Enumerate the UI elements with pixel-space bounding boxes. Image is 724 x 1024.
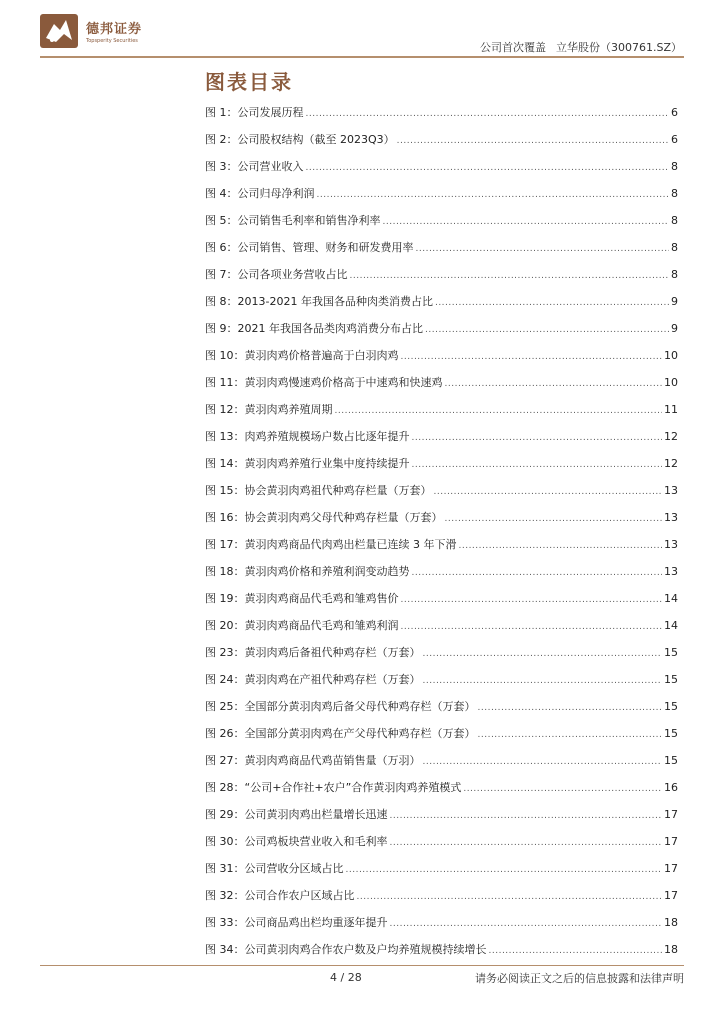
toc-dot-leader	[390, 838, 663, 848]
brand-logo-icon	[40, 14, 78, 48]
toc-list	[205, 104, 678, 968]
toc-dot-leader	[423, 649, 663, 659]
toc-dot-leader	[401, 595, 663, 605]
toc-dot-leader	[435, 298, 669, 308]
toc-entry-page: 17	[664, 889, 678, 902]
toc-entry[interactable]	[205, 401, 678, 428]
toc-entry-label: 图 4：公司归母净利润	[205, 187, 315, 200]
toc-entry[interactable]	[205, 509, 678, 536]
toc-entry-page: 13	[664, 511, 678, 524]
toc-entry-page: 13	[664, 538, 678, 551]
toc-entry-label: 图 34：公司黄羽肉鸡合作农户数及户均养殖规模持续增长	[205, 943, 487, 956]
toc-entry-label: 图 12：黄羽肉鸡养殖周期	[205, 403, 333, 416]
toc-entry[interactable]	[205, 347, 678, 374]
toc-entry-page: 9	[671, 322, 678, 335]
toc-entry[interactable]	[205, 185, 678, 212]
toc-entry-label: 图 14：黄羽肉鸡养殖行业集中度持续提升	[205, 457, 410, 470]
toc-entry-label: 图 26：全国部分黄羽肉鸡在产父母代种鸡存栏（万套）	[205, 727, 476, 740]
brand-name: 德邦证券	[86, 22, 143, 37]
toc-entry-page: 9	[671, 295, 678, 308]
toc-entry-page: 13	[664, 484, 678, 497]
toc-entry-label: 图 9：2021 年我国各品类肉鸡消费分布占比	[205, 322, 423, 335]
toc-entry-label: 图 10：黄羽肉鸡价格普遍高于白羽肉鸡	[205, 349, 399, 362]
toc-entry-page: 15	[664, 673, 678, 686]
toc-entry-label: 图 27：黄羽肉鸡商品代鸡苗销售量（万羽）	[205, 754, 421, 767]
toc-dot-leader	[478, 703, 663, 713]
toc-entry-page: 16	[664, 781, 678, 794]
toc-dot-leader	[390, 919, 663, 929]
toc-dot-leader	[397, 136, 669, 146]
toc-entry-page: 17	[664, 835, 678, 848]
toc-dot-leader	[357, 892, 663, 902]
toc-dot-leader	[306, 163, 670, 173]
toc-dot-leader	[423, 676, 663, 686]
toc-dot-leader	[445, 514, 663, 524]
toc-entry-page: 10	[664, 376, 678, 389]
toc-entry-page: 15	[664, 754, 678, 767]
toc-dot-leader	[423, 757, 663, 767]
toc-entry[interactable]	[205, 914, 678, 941]
toc-dot-leader	[489, 946, 663, 956]
toc-entry[interactable]	[205, 617, 678, 644]
toc-entry-label: 图 28：“公司+合作社+农户”合作黄羽肉鸡养殖模式	[205, 781, 462, 794]
toc-entry[interactable]	[205, 455, 678, 482]
toc-entry-label: 图 18：黄羽肉鸡价格和养殖利润变动趋势	[205, 565, 410, 578]
toc-entry[interactable]	[205, 131, 678, 158]
toc-dot-leader	[350, 271, 670, 281]
toc-dot-leader	[425, 325, 669, 335]
toc-entry[interactable]	[205, 833, 678, 860]
toc-entry-page: 12	[664, 430, 678, 443]
brand-logo	[40, 14, 142, 48]
toc-entry[interactable]	[205, 536, 678, 563]
toc-entry[interactable]	[205, 887, 678, 914]
toc-entry-page: 15	[664, 646, 678, 659]
toc-entry[interactable]	[205, 428, 678, 455]
toc-entry-label: 图 24：黄羽肉鸡在产祖代种鸡存栏（万套）	[205, 673, 421, 686]
toc-entry-page: 14	[664, 592, 678, 605]
toc-dot-leader	[478, 730, 663, 740]
toc-entry-label: 图 20：黄羽肉鸡商品代毛鸡和雏鸡利润	[205, 619, 399, 632]
footer-divider	[40, 965, 684, 966]
toc-entry[interactable]	[205, 320, 678, 347]
toc-entry-label: 图 8：2013-2021 年我国各品种肉类消费占比	[205, 295, 433, 308]
toc-dot-leader	[416, 244, 670, 254]
page-header	[40, 14, 684, 56]
toc-entry[interactable]	[205, 806, 678, 833]
toc-entry-page: 14	[664, 619, 678, 632]
toc-dot-leader	[383, 217, 670, 227]
footer-disclaimer: 请务必阅读正文之后的信息披露和法律声明	[475, 972, 684, 985]
toc-entry-label: 图 29：公司黄羽肉鸡出栏量增长迅速	[205, 808, 388, 821]
toc-entry-page: 15	[664, 727, 678, 740]
brand-subtitle: Topsperity Securities	[86, 38, 138, 44]
toc-entry-page: 8	[671, 241, 678, 254]
toc-entry-label: 图 32：公司合作农户区域占比	[205, 889, 355, 902]
toc-entry-page: 8	[671, 160, 678, 173]
toc-entry[interactable]	[205, 104, 678, 131]
toc-dot-leader	[401, 352, 663, 362]
toc-entry[interactable]	[205, 779, 678, 806]
toc-entry-label: 图 31：公司营收分区域占比	[205, 862, 344, 875]
toc-dot-leader	[306, 109, 670, 119]
toc-entry-label: 图 1：公司发展历程	[205, 106, 304, 119]
company-ticker: 立华股份（300761.SZ）	[555, 41, 682, 54]
toc-entry[interactable]	[205, 644, 678, 671]
toc-entry[interactable]	[205, 293, 678, 320]
page-number: 4 / 28	[330, 971, 362, 984]
toc-entry-label: 图 6：公司销售、管理、财务和研发费用率	[205, 241, 414, 254]
toc-entry-page: 11	[664, 403, 678, 416]
toc-entry-page: 18	[664, 943, 678, 956]
toc-entry[interactable]	[205, 239, 678, 266]
toc-entry[interactable]	[205, 671, 678, 698]
toc-entry-page: 17	[664, 862, 678, 875]
toc-entry[interactable]	[205, 266, 678, 293]
toc-dot-leader	[458, 541, 662, 551]
toc-entry[interactable]	[205, 698, 678, 725]
toc-entry-page: 8	[671, 214, 678, 227]
toc-entry-label: 图 2：公司股权结构（截至 2023Q3）	[205, 133, 395, 146]
toc-dot-leader	[317, 190, 670, 200]
toc-entry[interactable]	[205, 374, 678, 401]
toc-entry[interactable]	[205, 941, 678, 968]
toc-entry-label: 图 17：黄羽肉鸡商品代肉鸡出栏量已连续 3 年下滑	[205, 538, 457, 551]
toc-entry-label: 图 7：公司各项业务营收占比	[205, 268, 348, 281]
toc-dot-leader	[412, 568, 663, 578]
toc-entry-label: 图 19：黄羽肉鸡商品代毛鸡和雏鸡售价	[205, 592, 399, 605]
toc-entry-page: 13	[664, 565, 678, 578]
toc-entry[interactable]	[205, 860, 678, 887]
toc-entry-label: 图 13：肉鸡养殖规模场户数占比逐年提升	[205, 430, 410, 443]
toc-entry-page: 12	[664, 457, 678, 470]
toc-dot-leader	[412, 433, 663, 443]
toc-dot-leader	[401, 622, 663, 632]
toc-entry-page: 15	[664, 700, 678, 713]
toc-dot-leader	[434, 487, 663, 497]
report-info	[480, 39, 682, 55]
toc-title: 图表目录	[205, 70, 293, 94]
toc-dot-leader	[463, 784, 662, 794]
toc-entry-label: 图 23：黄羽肉鸡后备祖代种鸡存栏（万套）	[205, 646, 421, 659]
toc-dot-leader	[412, 460, 663, 470]
toc-dot-leader	[335, 406, 663, 416]
toc-dot-leader	[346, 865, 663, 875]
toc-entry-label: 图 16：协会黄羽肉鸡父母代种鸡存栏量（万套）	[205, 511, 443, 524]
toc-entry[interactable]	[205, 482, 678, 509]
toc-entry[interactable]	[205, 158, 678, 185]
toc-entry-label: 图 30：公司鸡板块营业收入和毛利率	[205, 835, 388, 848]
toc-entry-page: 8	[671, 268, 678, 281]
toc-entry-label: 图 11：黄羽肉鸡慢速鸡价格高于中速鸡和快速鸡	[205, 376, 443, 389]
header-divider	[40, 56, 684, 58]
toc-entry[interactable]	[205, 563, 678, 590]
toc-dot-leader	[390, 811, 663, 821]
report-type: 公司首次覆盖	[479, 41, 546, 54]
toc-dot-leader	[445, 379, 663, 389]
toc-entry-label: 图 25：全国部分黄羽肉鸡后备父母代种鸡存栏（万套）	[205, 700, 476, 713]
toc-entry-page: 17	[664, 808, 678, 821]
toc-entry[interactable]	[205, 725, 678, 752]
toc-entry-page: 6	[671, 106, 678, 119]
toc-entry-label: 图 5：公司销售毛利率和销售净利率	[205, 214, 381, 227]
toc-entry-label: 图 3：公司营业收入	[205, 160, 304, 173]
toc-entry-label: 图 15：协会黄羽肉鸡祖代种鸡存栏量（万套）	[205, 484, 432, 497]
toc-entry[interactable]	[205, 212, 678, 239]
toc-entry-label: 图 33：公司商品鸡出栏均重逐年提升	[205, 916, 388, 929]
toc-entry[interactable]	[205, 590, 678, 617]
toc-entry-page: 8	[671, 187, 678, 200]
toc-entry-page: 10	[664, 349, 678, 362]
toc-entry-page: 6	[671, 133, 678, 146]
toc-entry-page: 18	[664, 916, 678, 929]
toc-entry[interactable]	[205, 752, 678, 779]
